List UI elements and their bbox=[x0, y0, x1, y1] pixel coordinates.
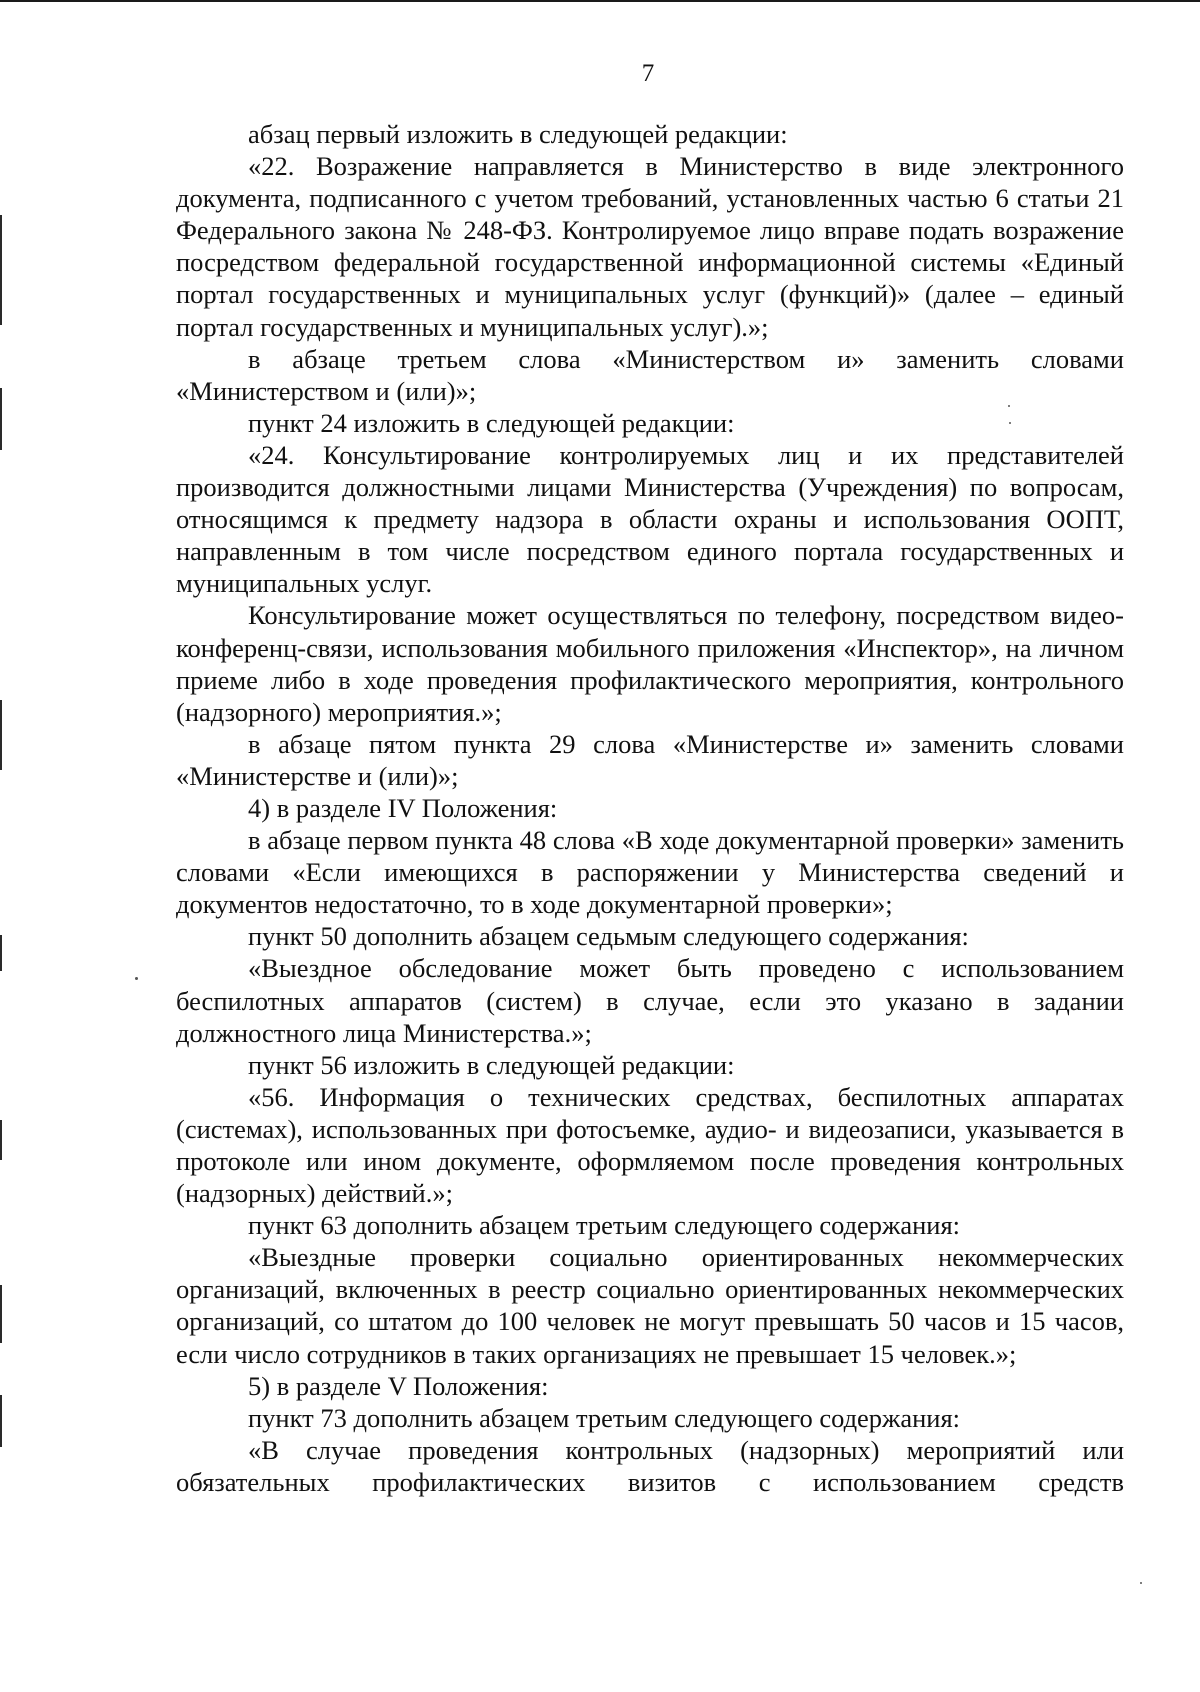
scan-edge-mark bbox=[0, 700, 2, 770]
scan-edge-mark bbox=[0, 215, 2, 325]
scan-edge-mark bbox=[0, 1395, 2, 1447]
paragraph: «56. Информация о технических средствах, беспилотных аппаратах (системах), использованных при фотосъемке, аудио- и видеозаписи, указывается в протоколе или ином документе, оформляемом после проведения контрольных (надзорных) действий.»; bbox=[176, 1081, 1124, 1209]
paragraph: «Выездные проверки социально ориентированных некоммерческих организаций, включенных в реестр социально ориентированных некоммерческих организаций, со штатом до 100 человек не могут превышать 50 часов и 15 часов, если число сотрудников в таких организациях не превышает 15 человек.»; bbox=[176, 1242, 1124, 1369]
paragraph: «Выездное обследование может быть проведено с использованием беспилотных аппаратов (систем) в случае, если это указано в задании должностного лица Министерства.»; bbox=[176, 953, 1124, 1048]
paragraph: абзац первый изложить в следующей редакции: bbox=[248, 119, 788, 149]
paragraph: в абзаце пятом пункта 29 слова «Министерстве и» заменить словами «Министерстве и (или)»; bbox=[176, 728, 1124, 791]
paragraph: пункт 24 изложить в следующей редакции: bbox=[248, 407, 735, 438]
scan-edge-mark bbox=[0, 388, 2, 450]
paragraph: Консультирование может осуществляться по телефону, посредством видео-конференц-связи, использования мобильного приложения «Инспектор», на личном приеме либо в ходе проведения профилактического мероприятия, контрольного (надзорного) мероприятия.»; bbox=[176, 600, 1124, 727]
paragraph: в абзаце первом пункта 48 слова «В ходе документарной проверки» заменить словами «Если имеющихся в распоряжении у Министерства сведений и документов недостаточно, то в ходе документарной проверки»; bbox=[176, 825, 1124, 920]
scan-top-border bbox=[0, 0, 1200, 2]
paragraph: пункт 56 изложить в следующей редакции: bbox=[248, 1049, 735, 1080]
scan-edge-mark bbox=[0, 935, 2, 971]
paragraph: пункт 50 дополнить абзацем седьмым следующего содержания: bbox=[248, 921, 969, 952]
scan-speck bbox=[135, 977, 138, 980]
paragraph: в абзаце третьем слова «Министерством и» заменить словами «Министерством и (или)»; bbox=[176, 343, 1124, 406]
paragraph: «22. Возражение направляется в Министерство в виде электронного документа, подписанного с учетом требований, установленных частью 6 статьи 21 Федерального закона № 248-ФЗ. Контролируемое лицо вправе подать возражение посредством федеральной государственной информационной системы «Единый портал государственных и муниципальных услуг (функций)» (далее – единый портал государственных и муниципальных услуг).»; bbox=[176, 151, 1124, 342]
scan-speck bbox=[1140, 1582, 1142, 1584]
paragraph: «24. Консультирование контролируемых лиц и их представителей производится должностными лицами Министерства (Учреждения) по вопросам, относящимся к предмету надзора в области охраны и использования ООПТ, направленным в том числе посредством единого портала государственных и муниципальных услуг. bbox=[176, 439, 1124, 599]
paragraph: пункт 73 дополнить абзацем третьим следующего содержания: bbox=[248, 1402, 961, 1433]
scan-edge-mark bbox=[0, 1285, 2, 1343]
paragraph: 5) в разделе V Положения: bbox=[248, 1370, 549, 1401]
scan-edge-mark bbox=[0, 1120, 2, 1160]
paragraph: «В случае проведения контрольных (надзорных) мероприятий или обязательных профилактических визитов с использованием средств bbox=[176, 1434, 1124, 1497]
document-body bbox=[176, 118, 1124, 1498]
paragraph: 4) в разделе IV Положения: bbox=[248, 792, 558, 823]
page-number: 7 bbox=[641, 60, 655, 87]
paragraph: пункт 63 дополнить абзацем третьим следующего содержания: bbox=[248, 1210, 961, 1241]
